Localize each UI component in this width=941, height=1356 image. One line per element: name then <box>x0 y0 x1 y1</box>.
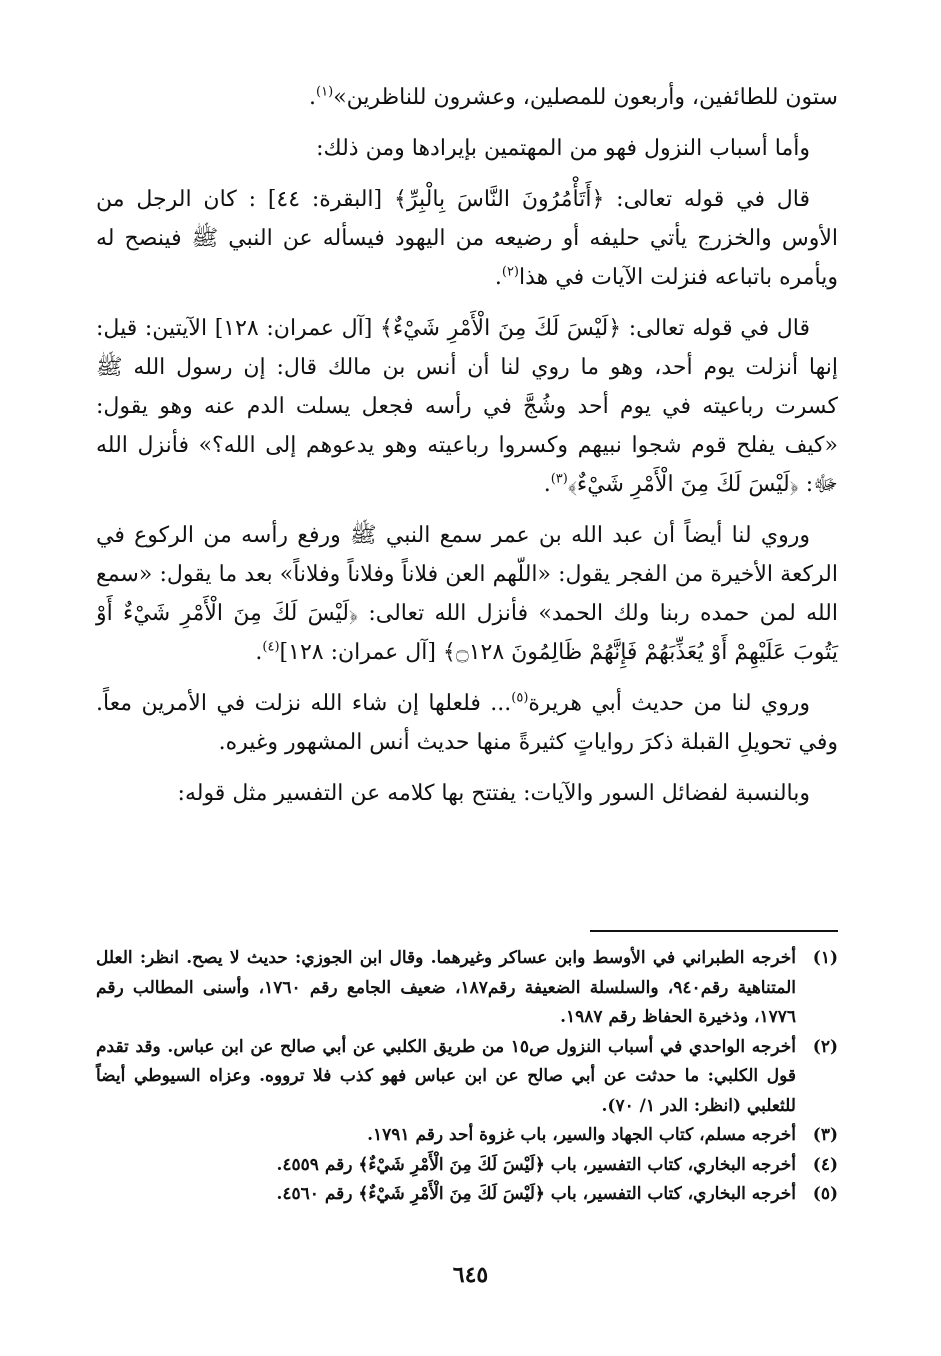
paragraph-6-text: وروي لنا من حديث أبي هريرة <box>528 691 811 716</box>
page-number: ٦٤٥ <box>452 1262 489 1288</box>
footnote-2-text: أخرجه الواحدي في أسباب النزول ص١٥ من طريق الكلبي عن أبي صالح عن ابن عباس. وقد تقدم قول الكلبي: ما حدثت عن أبي صالح عن ابن عباس فهو كذب فلا ترووه. وعزاه السيوطي أيضاً للثعلبي (انظر: الدر ١/ ٧٠). <box>96 1036 796 1116</box>
paragraph-7 <box>96 774 838 813</box>
footnote-4 <box>96 1151 838 1181</box>
footnote-ref-5: (٥) <box>511 690 529 706</box>
paragraph-3 <box>96 180 838 297</box>
footnote-4-number: (٤) <box>812 1154 838 1175</box>
paragraph-5-text: وروي لنا أيضاً أن عبد الله بن عمر سمع النبي ﷺ ورفع رأسه من الركوع في الركعة الأخيرة من الفجر يقول: «اللّهم العن فلاناً وفلاناً وفلاناً» بعد ما يقول: «سمع الله لمن حمده ربنا ولك الحمد» فأنزل الله تعالى: ﴿لَيْسَ لَكَ مِنَ الْأَمْرِ شَيْءٌ أَوْ يَتُوبَ عَلَيْهِمْ أَوْ يُعَذِّبَهُمْ فَإِنَّهُمْ ظَالِمُونَ ۝١٢٨﴾ [آل عمران: ١٢٨] <box>96 523 838 665</box>
paragraph-1-text: ستون للطائفين، وأربعون للمصلين، وعشرون للناظرين» <box>333 85 838 110</box>
paragraph-6-end: ... فلعلها إن شاء الله نزلت في الأمرين معاً. وفي تحويلِ القبلة ذكرَ رواياتٍ كثيرةً منها حديث أنس المشهور وغيره. <box>96 691 838 755</box>
paragraph-2 <box>96 129 838 168</box>
paragraph-5-end: . <box>255 640 263 665</box>
footnote-1 <box>96 944 838 1033</box>
footnote-ref-1: (١) <box>316 84 334 100</box>
footnote-5 <box>96 1180 838 1210</box>
footnote-4-text: أخرجه البخاري، كتاب التفسير، باب ﴿لَيْسَ لَكَ مِنَ الْأَمْرِ شَيْءٌ﴾ رقم ٤٥٥٩. <box>276 1154 796 1175</box>
footnote-separator <box>590 930 838 932</box>
footnote-ref-4: (٤) <box>262 639 280 655</box>
paragraph-3-text: قال في قوله تعالى: ﴿أَتَأْمُرُونَ النَّاسَ بِالْبِرِّ﴾ [البقرة: ٤٤] : كان الرجل من الأوس والخزرج يأتي حليفه أو رضيعه من اليهود فيسأله عن النبي ﷺ فينصح له ويأمره باتباعه فنزلت الآيات في هذا <box>96 187 838 290</box>
paragraph-1 <box>96 78 838 117</box>
paragraph-6 <box>96 684 838 762</box>
footnote-1-number: (١) <box>812 948 838 968</box>
paragraph-5 <box>96 516 838 672</box>
footnote-3-number: (٣) <box>812 1125 838 1145</box>
paragraph-3-end: . <box>494 265 502 290</box>
main-text <box>96 78 838 825</box>
paragraph-7-text: وبالنسبة لفضائل السور والآيات: يفتتح بها كلامه عن التفسير مثل قوله: <box>177 781 810 806</box>
footnote-ref-3: (٣) <box>550 471 568 487</box>
paragraph-4-end: . <box>543 472 551 497</box>
footnote-2-number: (٢) <box>812 1036 838 1057</box>
paragraph-4 <box>96 309 838 504</box>
paragraph-4-text: قال في قوله تعالى: ﴿لَيْسَ لَكَ مِنَ الْأَمْرِ شَيْءٌ﴾ [آل عمران: ١٢٨] الآيتين: قيل: إنها أنزلت يوم أحد، وهو ما روي لنا أن أنس بن مالك قال: إن رسول الله ﷺ كسرت رباعيته في يوم أحد وشُجَّ في رأسه فجعل يسلت الدم عنه وهو يقول: «كيف يفلح قوم شجوا نبيهم وكسروا رباعيته وهو يدعوهم إلى الله؟» فأنزل الله ﷻ: ﴿لَيْسَ لَكَ مِنَ الْأَمْرِ شَيْءٌ﴾ <box>96 316 838 497</box>
footnote-1-text: أخرجه الطبراني في الأوسط وابن عساكر وغيرهما. وقال ابن الجوزي: حديث لا يصح. انظر: العلل المتناهية رقم٩٤٠، والسلسلة الضعيفة رقم١٨٧، ضعيف الجامع رقم ١٧٦٠، وأسنى المطالب رقم ١٧٧٦، وذخيرة الحفاظ رقم ١٩٨٧. <box>96 948 796 1027</box>
footnote-2 <box>96 1033 838 1122</box>
footnotes <box>96 944 838 1210</box>
footnote-ref-2: (٢) <box>501 264 519 280</box>
paragraph-1-end: . <box>309 85 317 110</box>
footnote-3-text: أخرجه مسلم، كتاب الجهاد والسير، باب غزوة أحد رقم ١٧٩١. <box>367 1125 796 1145</box>
footnote-5-text: أخرجه البخاري، كتاب التفسير، باب ﴿لَيْسَ لَكَ مِنَ الْأَمْرِ شَيْءٌ﴾ رقم ٤٥٦٠. <box>276 1184 796 1204</box>
footnote-3 <box>96 1121 838 1151</box>
footnote-5-number: (٥) <box>812 1184 838 1204</box>
paragraph-2-text: وأما أسباب النزول فهو من المهتمين بإيرادها ومن ذلك: <box>316 136 810 161</box>
